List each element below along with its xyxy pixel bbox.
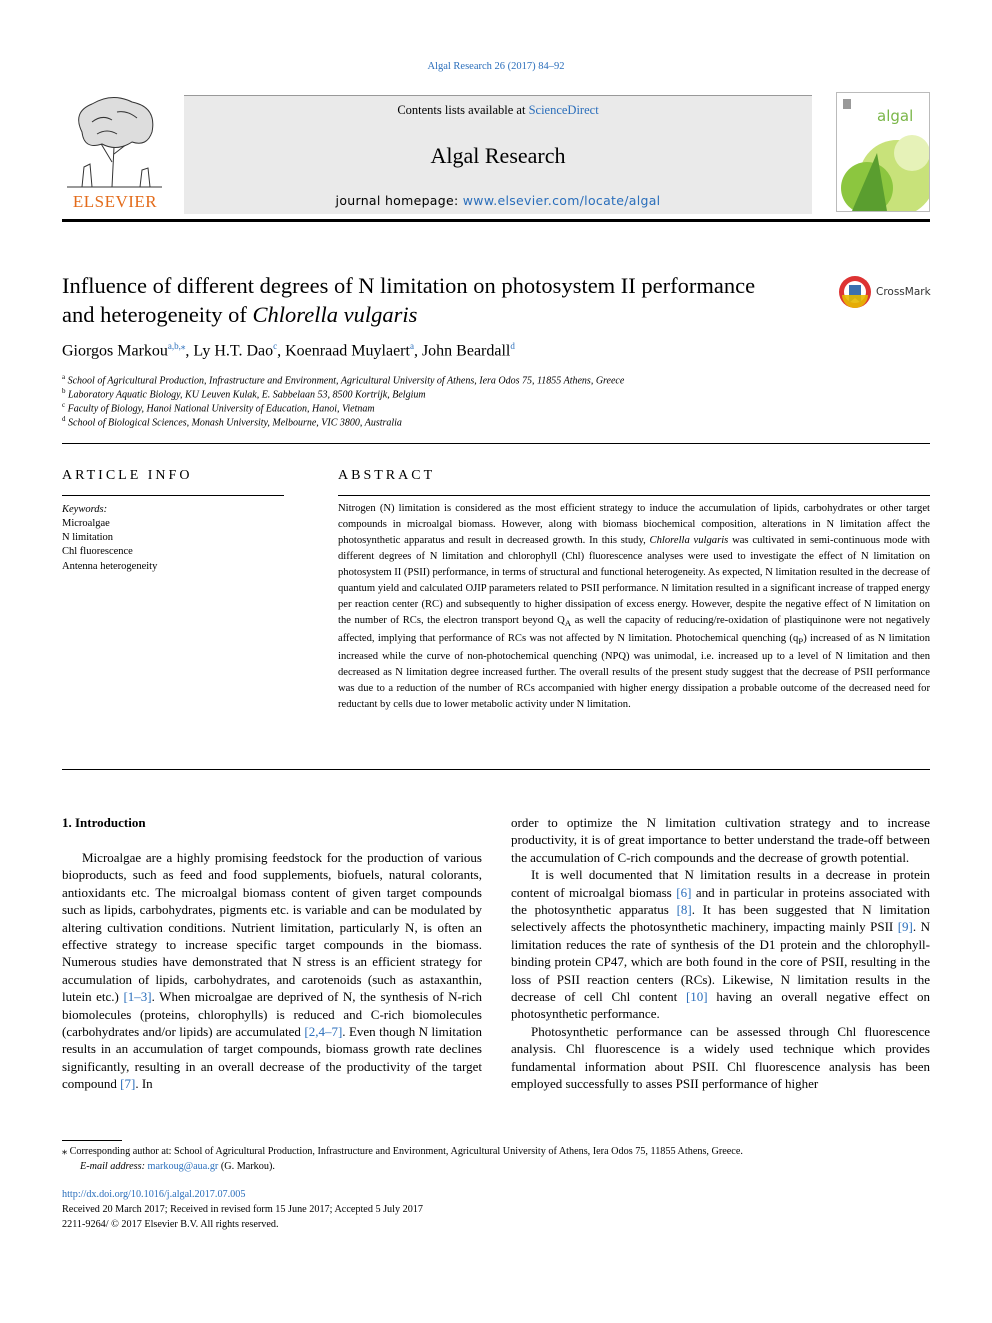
affiliation-sup: b bbox=[62, 387, 66, 395]
author-list bbox=[62, 341, 515, 360]
article-title bbox=[62, 271, 822, 329]
author-1[interactable]: Giorgos Markou bbox=[62, 342, 168, 360]
abstract-rule bbox=[338, 495, 930, 496]
intro-paragraph-2 bbox=[511, 866, 930, 1023]
intro-text: and in particular in proteins associated with the photosynthetic apparatus bbox=[511, 884, 930, 918]
affiliation-text: Laboratory Aquatic Biology, KU Leuven Kulak, E. Sabbelaan 53, 8500 Kortrijk, Belgium bbox=[68, 389, 426, 401]
homepage-line bbox=[184, 193, 812, 208]
abstract-text bbox=[338, 501, 930, 713]
intro-paragraph-3: Photosynthetic performance can be assessed through Chl fluorescence analysis. Chl fluorescence is a widely used technique which provides fundamental information about PSII. Chl fluorescence analysis has been employed successfully to asses PSII performance of higher bbox=[511, 1023, 930, 1092]
title-species: Chlorella vulgaris bbox=[252, 302, 418, 327]
affiliation-sup: d bbox=[62, 415, 66, 423]
author-sep: , bbox=[185, 342, 194, 360]
section-heading-introduction: 1. Introduction bbox=[62, 815, 146, 830]
author-4-sup: d bbox=[510, 341, 515, 351]
citation-link[interactable]: [6] bbox=[676, 884, 692, 900]
author-4[interactable]: John Beardall bbox=[421, 342, 511, 360]
affiliation-text: Faculty of Biology, Hanoi National University of Education, Hanoi, Vietnam bbox=[67, 403, 375, 415]
intro-paragraph-1 bbox=[62, 849, 482, 1093]
abstract-heading: ABSTRACT bbox=[338, 468, 436, 483]
received-dates: Received 20 March 2017; Received in revised form 15 June 2017; Accepted 5 July 2017 bbox=[62, 1204, 423, 1215]
intro-text: Microalgae are a highly promising feedstock for the production of various bioproducts, such as feed and food supplements, biofuels, natural colorants, antioxidants etc. The microalgal biomass content of given target compounds such as lipids, carbohydrates, pigments etc. is variable and can be modulated by altering cultivation conditions. Nutrient limitation, particularly N, is often an effective strategy to increase specific target compounds in the biomass. Numerous studies have demonstrated that N stress is an efficient strategy for accumulation of lipids, carbohydrates, and carotenoids (such as astaxanthin, lutein etc.) bbox=[62, 850, 482, 1005]
article-info-rule bbox=[62, 495, 284, 496]
abstract-qp-sub: P bbox=[798, 636, 804, 647]
intro-text: . It has been suggested that N limitation selectively affects the photosynthetic machinery, impacting mainly PSII bbox=[511, 902, 930, 935]
contents-line bbox=[184, 103, 812, 118]
doi-link[interactable]: http://dx.doi.org/10.1016/j.algal.2017.07.005 bbox=[62, 1189, 246, 1200]
homepage-link[interactable]: www.elsevier.com/locate/algal bbox=[462, 193, 661, 208]
article-info-heading: ARTICLE INFO bbox=[62, 468, 193, 483]
corresponding-mark: ⁎ bbox=[62, 1146, 68, 1157]
journal-cover-image bbox=[836, 92, 930, 212]
keyword-item: Chl fluorescence bbox=[62, 546, 133, 557]
homepage-prefix: journal homepage: bbox=[335, 193, 463, 208]
journal-name: Algal Research bbox=[430, 143, 566, 168]
abstract-qa-sub: A bbox=[564, 618, 572, 629]
citation-link[interactable]: [10] bbox=[685, 989, 708, 1005]
citation-link[interactable]: [1–3] bbox=[123, 989, 152, 1005]
intro-text: . N limitation reduces the rate of synthesis of the D1 protein and the chlorophyll-binding protein CP47, which are both found in the core of PSII, resulting in the loss of PSII reaction centers (RCs). Likewise, N limitation results in the decrease of cell Chl content bbox=[511, 919, 931, 1005]
author-2-sup: c bbox=[273, 341, 278, 351]
affiliation-text: School of Agricultural Production, Infrastructure and Environment, Agricultural University of Athens, Iera Odos 75, 11855 Athens, Greece bbox=[67, 375, 625, 387]
intro-text: . Even though N limitation results in an accumulation of target compounds, biomass growth rate declines significantly, resulting in an overall decrease of the productivity of the target compound bbox=[62, 1024, 482, 1092]
footnote-rule bbox=[62, 1140, 122, 1141]
citation-link[interactable]: [9] bbox=[897, 919, 913, 935]
intro-text: It is well documented that N limitation results in a decrease in protein content of microalgal biomass bbox=[511, 867, 930, 900]
affiliation-c bbox=[62, 401, 375, 414]
crossmark-label: CrossMark bbox=[876, 286, 931, 298]
journal-header-band bbox=[184, 95, 812, 214]
elsevier-logo bbox=[62, 92, 168, 212]
crossmark-badge[interactable] bbox=[838, 275, 933, 311]
keywords-label: Keywords: bbox=[62, 504, 108, 515]
affiliation-d bbox=[62, 415, 402, 428]
title-rule bbox=[62, 443, 930, 444]
affiliation-text: School of Biological Sciences, Monash University, Melbourne, VIC 3800, Australia bbox=[68, 417, 402, 429]
title-line-1: Influence of different degrees of N limitation on photosystem II performance bbox=[62, 273, 756, 298]
corresponding-text: Corresponding author at: School of Agricultural Production, Infrastructure and Environment, Agricultural University of Athens, Iera Odos 75, 11855 Athens, Greece. bbox=[67, 1146, 743, 1157]
intro-paragraph-1-cont: order to optimize the N limitation cultivation strategy and to increase productivity, it is of great importance to better understand the trade-off between the accumulation of C-rich compounds and the decrease of growth potential. bbox=[511, 815, 930, 865]
email-label: E-mail address: bbox=[80, 1161, 148, 1172]
affiliation-sup: a bbox=[62, 373, 66, 381]
author-sep: , bbox=[413, 342, 422, 360]
citation-link[interactable]: [8] bbox=[676, 902, 692, 918]
author-3-sup: a bbox=[409, 341, 414, 351]
author-1-sup: a,b,⁎ bbox=[167, 341, 186, 351]
corresponding-author-note bbox=[62, 1146, 930, 1157]
elsevier-tree-icon bbox=[62, 92, 168, 190]
email-note bbox=[80, 1161, 275, 1172]
citation-link[interactable]: [2,4–7] bbox=[304, 1024, 343, 1040]
intro-text: . In bbox=[135, 1076, 153, 1092]
author-3[interactable]: Koenraad Muylaert bbox=[285, 342, 410, 360]
body-column-right bbox=[511, 814, 930, 1093]
email-link[interactable]: markoug@aua.gr bbox=[147, 1161, 219, 1172]
affiliation-b bbox=[62, 387, 426, 400]
abstract-species: Chlorella vulgaris bbox=[649, 535, 729, 546]
abstract-bottom-rule bbox=[62, 769, 930, 770]
keyword-item: Antenna heterogeneity bbox=[62, 561, 158, 572]
author-2[interactable]: Ly H.T. Dao bbox=[193, 342, 274, 360]
intro-text: having an overall negative effect on photosynthetic performance. bbox=[511, 989, 930, 1022]
email-suffix: (G. Markou). bbox=[218, 1161, 275, 1172]
abstract-part: Nitrogen (N) limitation is considered as the most efficient strategy to induce the accumulation of lipids, carbohydrates or other target compounds in microalgal biomass. However, along with biomass biochemical composition, alterations in N limitation affect the photosynthetic apparatus and result in decreased growth. In this study, bbox=[338, 503, 930, 546]
header-rule bbox=[62, 219, 930, 222]
sciencedirect-link[interactable]: ScienceDirect bbox=[528, 103, 599, 117]
title-line-2-prefix: and heterogeneity of bbox=[62, 302, 253, 327]
cover-title: algal bbox=[877, 107, 914, 125]
citation-link[interactable]: [7] bbox=[120, 1076, 136, 1092]
affiliation-sup: c bbox=[62, 401, 66, 409]
author-sep: , bbox=[277, 342, 286, 360]
keyword-item: N limitation bbox=[62, 532, 114, 543]
abstract-part: was cultivated in semi-continuous mode with different degrees of N limitation and chlorophyll (Chl) fluorescence analyses were used to investigate the effect of N limitation on photosystem II (PSII) performance, in terms of structural and functional heterogeneity. As expected, N limitation resulted in the decrease of quantum yield and calculated OJIP parameters related to PSII performance. N limitation resulted in a significant increase of trapped energy per reaction center (RC) and subsequently to higher dissipation of excess energy. However, despite the negative effect of N limitation on the number of RCs, the electron transport beyond Q bbox=[338, 535, 930, 626]
issn-copyright: 2211-9264/ © 2017 Elsevier B.V. All rights reserved. bbox=[62, 1219, 279, 1230]
affiliation-a bbox=[62, 373, 624, 386]
abstract-part: as well the capacity of reducing/re-oxidation of plastiquinone were not negatively affected, implying that performance of RCs was not affected by N limitation. Photochemical quenching (q bbox=[338, 615, 930, 645]
elsevier-wordmark: ELSEVIER bbox=[72, 192, 158, 211]
keyword-item: Microalgae bbox=[62, 518, 110, 529]
contents-prefix: Contents lists available at bbox=[397, 103, 529, 117]
journal-reference-link[interactable]: Algal Research 26 (2017) 84–92 bbox=[427, 61, 565, 72]
crossmark-icon bbox=[838, 275, 872, 311]
intro-text: . When microalgae are deprived of N, the synthesis of N-rich biomolecules (proteins, chlorophylls) is reduced and C-rich biomolecules (carbohydrates and/or lipids) are accumulated bbox=[62, 989, 482, 1040]
body-column-left bbox=[62, 849, 482, 1093]
abstract-part: ) increased of as N limitation increased while the curve of non-photochemical quenching (NPQ) was unimodal, i.e. increased up to a level of N limitation and then decreased as N limitation degree increased further. The overall results of the present study suggest that the decrease of PSII performance was due to a reduction of the number of RCs accompanied with higher energy dissipation a probable outcome of the decreased need for reductant by cells due to lower metabolic activity under N limitation. bbox=[338, 633, 931, 711]
